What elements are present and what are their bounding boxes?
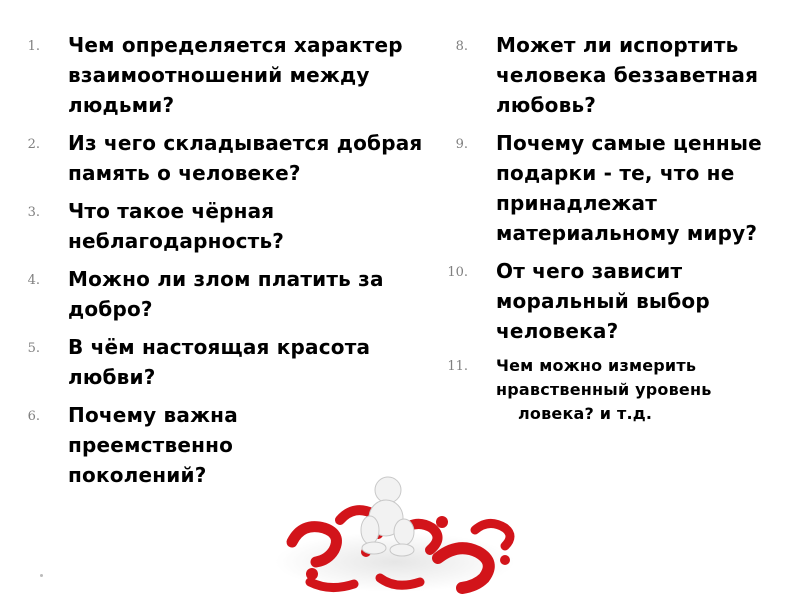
item-number: 11. — [447, 359, 468, 374]
list-item — [0, 264, 440, 324]
question-list-left — [0, 30, 440, 498]
question-text-continuation: ловека? и т.д. — [518, 404, 653, 423]
question-text: Можно ли злом платить за добро? — [68, 267, 384, 321]
item-number: 2. — [27, 137, 40, 152]
list-item — [430, 30, 800, 120]
list-item — [0, 196, 440, 256]
question-text: От чего зависит моральный выбор человека? — [496, 259, 710, 343]
item-number: 5. — [27, 341, 40, 356]
item-number: 8. — [455, 39, 468, 54]
question-text: В чём настоящая красота любви? — [68, 335, 371, 389]
list-item — [430, 128, 800, 248]
list-item — [0, 128, 440, 188]
question-text: Чем можно измерить нравственный уровень — [496, 356, 712, 399]
thinking-figure-with-question-marks-icon — [270, 470, 520, 595]
list-item — [0, 30, 440, 120]
question-text: Чем определяется характер взаимоотношений между людьми? — [68, 33, 403, 117]
decorative-dot — [40, 574, 43, 577]
item-number: 9. — [455, 137, 468, 152]
list-item — [0, 332, 440, 392]
question-list-right — [430, 30, 800, 426]
item-number: 6. — [27, 409, 40, 424]
question-text: Почему самые ценные подарки - те, что не принадлежат материальному миру? — [496, 131, 762, 245]
question-text: Может ли испортить человека беззаветная любовь? — [496, 33, 759, 117]
item-number: 3. — [27, 205, 40, 220]
question-text: Что такое чёрная неблагодарность? — [68, 199, 285, 253]
item-number: 1. — [27, 39, 40, 54]
question-text: Из чего складывается добрая память о человеке? — [68, 131, 423, 185]
question-text: Почему важна преемственно поколений? — [68, 403, 238, 487]
item-number: 4. — [27, 273, 40, 288]
list-item — [430, 354, 800, 426]
list-item — [430, 256, 800, 346]
item-number: 10. — [447, 265, 468, 280]
